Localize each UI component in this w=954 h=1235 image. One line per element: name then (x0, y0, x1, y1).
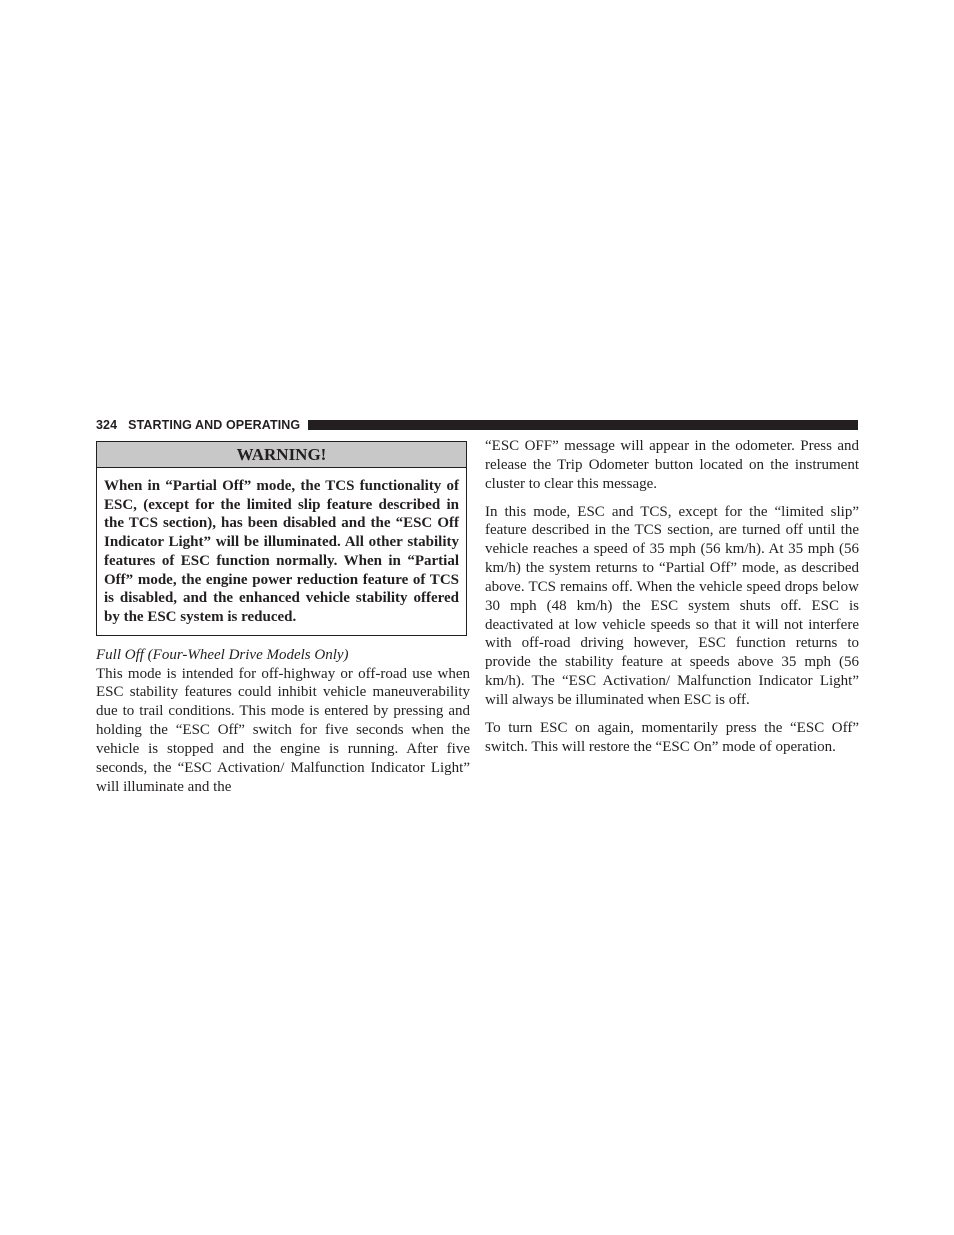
paragraph-full-off: This mode is intended for off-highway or off-road use when ESC stability features could inhibit vehicle maneuverability due to trail conditions. This mode is entered by pressing and holding the “ESC Off” switch for five seconds when the vehicle is stopped and the engine is running. After five seconds, the “ESC Activation/ Malfunction Indicator Light” will illuminate and the (96, 665, 470, 795)
paragraph-esc-off-message: “ESC OFF” message will appear in the odometer. Press and release the Trip Odometer button located on the instrument cluster to clear this message. (485, 438, 859, 492)
left-column (96, 441, 470, 797)
paragraph-turn-esc-on: To turn ESC on again, momentarily press the “ESC Off” switch. This will restore the “ESC On” mode of operation. (485, 719, 859, 755)
section-title: STARTING AND OPERATING (128, 418, 301, 432)
subheading-full-off: Full Off (Four-Wheel Drive Models Only) (96, 646, 349, 663)
right-column (485, 437, 859, 766)
page-header (96, 417, 858, 433)
paragraph-mode-description: In this mode, ESC and TCS, except for the “limited slip” feature described in the TCS section, are turned off until the vehicle reaches a speed of 35 mph (56 km/h). At 35 mph (56 km/h) the system returns to “Partial Off” mode, as described above. TCS remains off. When the vehicle speed drops below 30 mph (48 km/h) the ESC system shuts off. ESC is deactivated at low vehicle speeds so that it will not interfere with off-road driving however, ESC function returns to provide the stability feature at speeds above 35 mph (56 km/h). The “ESC Activation/ Malfunction Indicator Light” will always be illuminated when ESC is off. (485, 503, 859, 708)
header-rule (308, 420, 858, 430)
page-number: 324 (96, 418, 118, 432)
warning-title: WARNING! (97, 442, 466, 468)
warning-text: When in “Partial Off” mode, the TCS functionality of ESC, (except for the limited slip feature described in the TCS section), has been disabled and the “ESC Off Indicator Light” will be illuminated. All other stability features of ESC function normally. When in “Partial Off” mode, the engine power reduction feature of TCS is disabled, and the enhanced vehicle stability offered by the ESC system is reduced. (104, 478, 459, 625)
warning-box (96, 441, 467, 636)
